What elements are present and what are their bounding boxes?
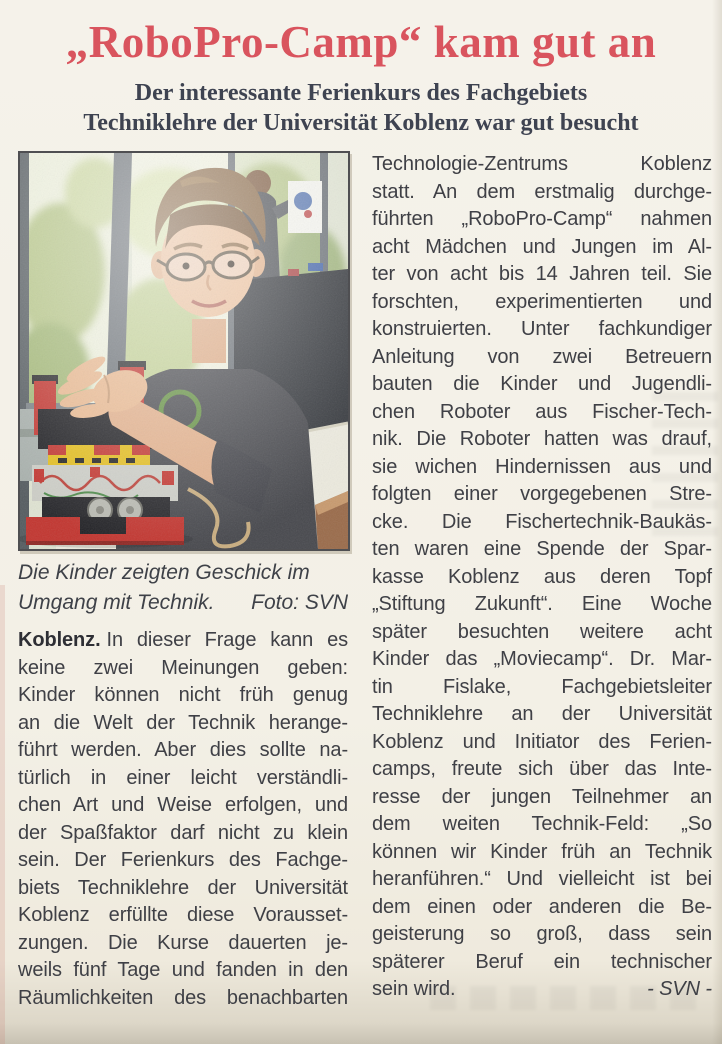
body-line: Räumlichkeiten des benachbarten	[18, 986, 348, 1009]
article-column-right	[372, 151, 712, 1004]
right-column-lines	[372, 151, 712, 976]
body-line: türlich in einer leicht verständli-	[18, 766, 348, 789]
print-bleed-through	[430, 986, 698, 1010]
page-edge-tint	[0, 585, 5, 1044]
body-line: sein. Der Ferienkurs des Fachge-	[18, 849, 348, 871]
body-line: können wir Kinder früh an Technik	[372, 840, 712, 863]
body-line: führten „RoboPro-Camp“ nahmen	[372, 208, 712, 230]
body-line: chen Art und Weise erfolgen, und	[18, 794, 348, 816]
article-photo	[18, 151, 350, 551]
article-body	[0, 138, 722, 1012]
author-signature: - SVN -	[647, 978, 712, 1000]
body-line: Kinder das „Moviecamp“. Dr. Mar-	[372, 648, 712, 670]
body-line: Koblenz erfüllte diese Vorausset-	[18, 904, 348, 926]
body-line: der Spaßfaktor darf nicht zu klein	[18, 821, 348, 844]
caption-text: Umgang mit Technik.	[18, 591, 215, 614]
body-line: führt werden. Aber dies sollte na-	[18, 739, 348, 761]
photo-credit: Foto: SVN	[251, 591, 348, 614]
body-line: nik. Die Roboter hatten was drauf,	[372, 428, 712, 450]
body-line: Anleitung von zwei Betreuern	[372, 345, 712, 368]
photo-grain	[20, 153, 348, 549]
body-line: Techniklehre an der Universität	[372, 703, 712, 725]
body-line: Technologie-Zentrums Koblenz	[372, 153, 712, 175]
caption-line-1: Die Kinder zeigten Geschick im	[18, 561, 310, 584]
body-line-lead	[18, 627, 348, 655]
body-line: Kinder können nicht früh genug	[18, 684, 348, 706]
body-line: biets Techniklehre der Universität	[18, 876, 348, 899]
body-line: camps, freute sich über das Inte-	[372, 758, 712, 780]
body-line: keine zwei Meinungen geben:	[18, 656, 348, 679]
body-line: zungen. Die Kurse dauerten je-	[18, 931, 348, 954]
body-line: weils fünf Tage und fanden in den	[18, 959, 348, 981]
body-line: tin Fislake, Fachgebietsleiter	[372, 675, 712, 698]
left-column-lines	[18, 655, 348, 1013]
article-column-left	[18, 151, 350, 1012]
photo-illustration	[20, 153, 348, 549]
subheadline-line-2: Techniklehre der Universität Koblenz war gut besucht	[83, 110, 639, 136]
lead-text: In dieser Frage kann es	[106, 629, 348, 651]
subheadline-line-1: Der interessante Ferienkurs des Fachgebiets	[134, 80, 588, 106]
body-line: später besuchten weitere acht	[372, 620, 712, 643]
body-line: kasse Koblenz aus deren Topf	[372, 565, 712, 588]
body-line: folgten einer vorgegebenen Stre-	[372, 483, 712, 505]
body-line: bauten die Kinder und Jugendli-	[372, 373, 712, 395]
body-line: dem einen oder anderen die Be-	[372, 895, 712, 918]
body-line: dem weiten Technik-Feld: „So	[372, 813, 712, 835]
body-line: ter von acht bis 14 Jahren teil. Sie	[372, 263, 712, 285]
body-line: sie wichen Hindernissen aus und	[372, 455, 712, 478]
body-line: heranführen.“ Und vielleicht ist bei	[372, 868, 712, 890]
body-line: „Stiftung Zukunft“. Eine Woche	[372, 593, 712, 615]
body-line: acht Mädchen und Jungen im Al-	[372, 235, 712, 258]
body-line: resse der jungen Teilnehmer an	[372, 785, 712, 808]
body-line: chen Roboter aus Fischer-Tech-	[372, 400, 712, 423]
last-line-text: sein wird.	[372, 978, 456, 1000]
body-line: geisterung so groß, dass sein	[372, 923, 712, 945]
body-line: Koblenz und Initiator des Ferien-	[372, 730, 712, 753]
body-line: ten waren eine Spende der Spar-	[372, 538, 712, 560]
photo-caption	[18, 558, 348, 618]
headline: „RoboPro-Camp“ kam gut an	[65, 17, 657, 67]
body-line: späterer Beruf ein technischer	[372, 950, 712, 973]
body-line: an die Welt der Technik herange-	[18, 711, 348, 734]
body-line: cke. Die Fischertechnik-Baukäs-	[372, 510, 712, 533]
caption-line-2	[18, 588, 348, 618]
print-bleed-through	[652, 392, 718, 542]
body-line: statt. An dem erstmalig durchge-	[372, 180, 712, 203]
body-line: konstruierten. Unter fachkundiger	[372, 318, 712, 340]
masthead	[0, 0, 722, 138]
body-line: forschten, experimentierten und	[372, 290, 712, 313]
dateline: Koblenz.	[18, 629, 101, 651]
left-column-text	[18, 627, 348, 1012]
right-column-text	[372, 151, 712, 1004]
subheadline	[0, 78, 722, 138]
